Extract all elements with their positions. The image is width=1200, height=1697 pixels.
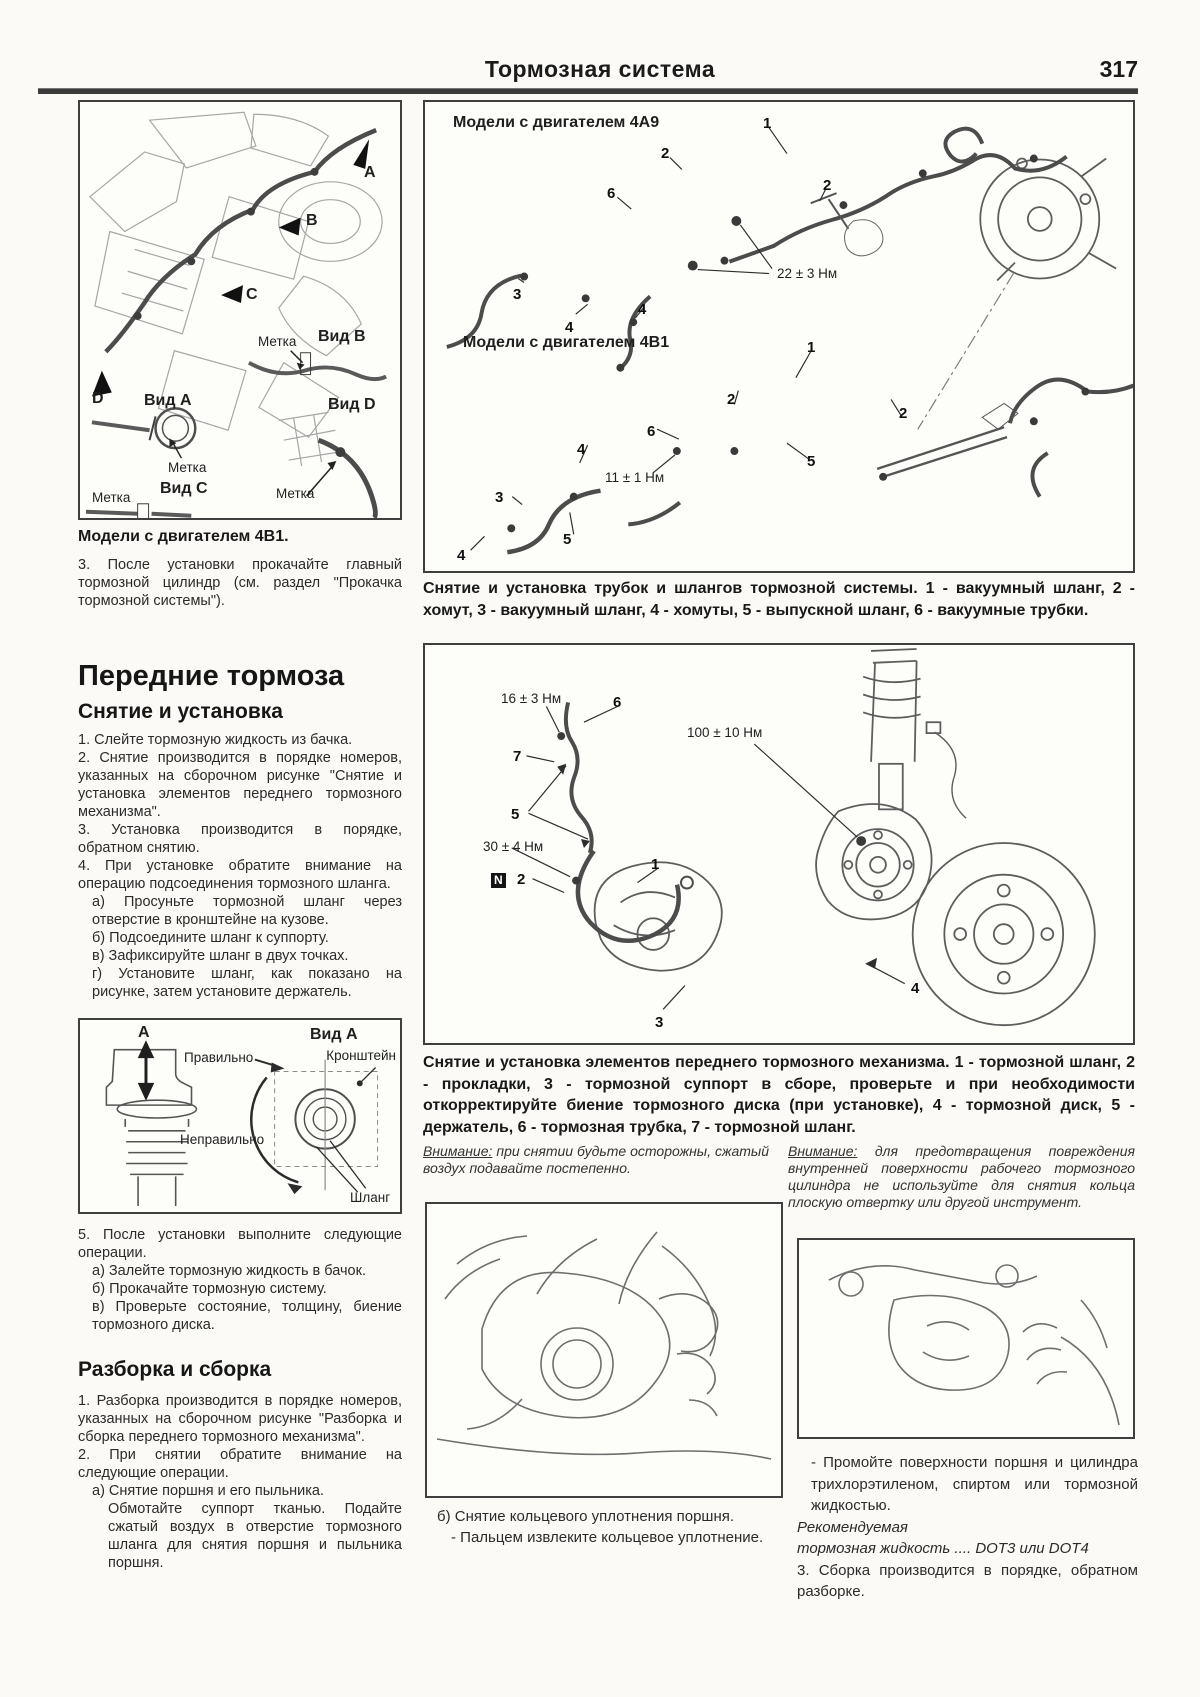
- warning-note: [788, 1143, 1135, 1211]
- arrow-label: A: [138, 1024, 150, 1041]
- torque-label: 30 ± 4 Нм: [483, 839, 544, 854]
- callout-number: 3: [495, 489, 504, 506]
- engine-bay-diagram: [80, 102, 400, 518]
- callout-number: 4: [457, 547, 466, 564]
- recommended-fluid-label: Рекомендуемая: [797, 1518, 908, 1536]
- substep-item: б) Подсоедините шланг к суппорту.: [92, 930, 329, 946]
- step-item: 4. При установке обратите внимание на операцию подсоединения тормозного шланга.: [78, 858, 402, 892]
- figure-brake-tubes-hoses: [423, 100, 1135, 573]
- substep-item: в) Зафиксируйте шланг в двух точках.: [92, 948, 349, 964]
- callout-number: 2: [823, 177, 832, 194]
- substep-item: б) Прокачайте тормозную систему.: [92, 1281, 327, 1297]
- step-item: 1. Слейте тормозную жидкость из бачка.: [78, 732, 353, 748]
- callout-number: 4: [911, 980, 920, 997]
- callout-number: 6: [613, 694, 622, 711]
- disassembly-steps: [78, 1392, 402, 1572]
- header-rule: [38, 88, 1138, 94]
- torque-label: 22 ± 3 Нм: [777, 266, 838, 281]
- callout-number: 2: [727, 391, 736, 408]
- torque-label: 11 ± 1 Нм: [605, 470, 665, 485]
- torque-label: 100 ± 10 Нм: [687, 725, 763, 740]
- view-label: Вид B: [318, 328, 366, 345]
- callout-number: 1: [651, 856, 660, 873]
- substep-item: в) Проверьте состояние, толщину, биение тормозного диска.: [92, 1299, 402, 1333]
- figure-front-brake-mechanism: [423, 643, 1135, 1045]
- view-label: Вид A: [144, 392, 192, 409]
- caption-line: - Промойте поверхности поршня и цилиндра трихлорэтиленом, спиртом или тормозной жидкостью.: [811, 1454, 1138, 1514]
- step-item: 2. При снятии обратите внимание на следующие операции.: [78, 1447, 402, 1481]
- callout-number: 2: [899, 405, 908, 422]
- subsection-heading: Разборка и сборка: [78, 1358, 272, 1381]
- figure-caption: Снятие и установка элементов переднего тормозного механизма. 1 - тормозной шланг, 2 - прокладки, 3 - тормозной суппорт в сборе, проверьте и при необходимости откорректируйте биение тормозного диска (при установке), 4 - тормозной диск, 5 - держатель, 6 - тормозная трубка, 7 - тормозной шланг.: [423, 1054, 1135, 1136]
- figure-engine-hose-routing: [78, 100, 402, 520]
- callout-number: 4: [577, 441, 586, 458]
- figure-caption: Модели с двигателем 4В1.: [78, 528, 289, 545]
- step-item: 2. Снятие производится в порядке номеров, указанных на сборочном рисунке "Снятие и установка элементов переднего тормозного механизма".: [78, 750, 402, 820]
- recommended-fluid-value: тормозная жидкость .... DOT3 или DOT4: [797, 1540, 1089, 1557]
- incorrect-label: Неправильно: [180, 1132, 265, 1147]
- warning-text: для предотвращения повреждения внутренней поверхности рабочего тормозного цилиндра не используйте для снятия кольца плоскую отвертку или другой инструмент.: [788, 1143, 1135, 1210]
- substep-item: а) Залейте тормозную жидкость в бачок.: [92, 1263, 366, 1279]
- callout-number: 5: [807, 453, 816, 470]
- view-arrow-label: B: [306, 212, 318, 229]
- view-label: Вид A: [310, 1026, 358, 1043]
- photo-caption-seal: [437, 1506, 783, 1548]
- mark-label: Метка: [168, 460, 207, 475]
- callout-number: 2: [661, 145, 670, 162]
- callout-number: 5: [563, 531, 572, 548]
- callout-number: 3: [513, 286, 522, 303]
- callout-number: 4: [638, 301, 647, 318]
- view-arrow-label: C: [246, 286, 258, 303]
- paragraph-step3: 3. После установки прокачайте главный тормозной цилиндр (см. раздел "Прокачка тормозной системы").: [78, 557, 402, 609]
- caption-line: б) Снятие кольцевого уплотнения поршня.: [437, 1508, 735, 1525]
- mark-label: Метка: [276, 486, 315, 501]
- caption-line: - Пальцем извлеките кольцевое уплотнение.: [451, 1529, 764, 1546]
- step-item: 1. Разборка производится в порядке номеров, указанных на сборочном рисунке "Разборка и сборка переднего тормозного механизма".: [78, 1393, 402, 1445]
- page-title: Тормозная система: [484, 56, 716, 82]
- note-marker-letter: N: [491, 873, 506, 888]
- warning-text: при снятии будьте осторожны, сжатый воздух подавайте постепенно.: [423, 1143, 769, 1176]
- model-label: Модели с двигателем 4А9: [453, 114, 660, 131]
- step5-block: [78, 1226, 402, 1334]
- step-item: 5. После установки выполните следующие операции.: [78, 1227, 402, 1261]
- callout-number: 4: [565, 319, 574, 336]
- subsection-heading: Снятие и установка: [78, 700, 283, 723]
- photo-caption-wash: [797, 1452, 1138, 1603]
- correct-label: Правильно: [184, 1050, 254, 1065]
- mark-label: Метка: [258, 334, 297, 349]
- warning-label: Внимание:: [788, 1143, 858, 1159]
- view-arrow-label: A: [364, 164, 376, 181]
- removal-steps: [78, 731, 402, 1001]
- caption-line: 3. Сборка производится в порядке, обратном разборке.: [797, 1561, 1138, 1600]
- substep-item: г) Установите шланг, как показано на рисунке, затем установите держатель.: [92, 966, 402, 1000]
- callout-number: 6: [607, 185, 616, 202]
- bracket-label: Кронштейн: [326, 1048, 396, 1063]
- model-label: Модели с двигателем 4В1: [463, 334, 670, 351]
- section-heading: Передние тормоза: [78, 660, 345, 692]
- figure-caption: Снятие и установка трубок и шлангов тормозной системы. 1 - вакуумный шланг, 2 - хомут, 3 - вакуумный шланг, 4 - хомуты, 5 - выпускной шланг, 6 - вакуумные трубки.: [423, 580, 1135, 619]
- photo-piston-seal-removal: [425, 1202, 783, 1498]
- mark-label: Метка: [92, 490, 131, 505]
- callout-number: 7: [513, 748, 522, 765]
- view-arrow-label: D: [92, 390, 104, 407]
- warning-label: Внимание:: [423, 1143, 493, 1159]
- view-label: Вид D: [328, 396, 376, 413]
- substep-item: а) Просуньте тормозной шланг через отверстие в кронштейне на кузове.: [92, 894, 402, 928]
- piston-seal-photo-art: [427, 1204, 781, 1496]
- callout-number: 5: [511, 806, 520, 823]
- callout-number: 3: [655, 1014, 664, 1031]
- view-label: Вид C: [160, 480, 208, 497]
- note-marker: [491, 871, 506, 889]
- callout-number: 6: [647, 423, 656, 440]
- page-number: 317: [1099, 56, 1138, 82]
- callout-number: 1: [807, 339, 816, 356]
- substep-item: а) Снятие поршня и его пыльника.: [92, 1483, 324, 1499]
- torque-label: 16 ± 3 Нм: [501, 691, 562, 706]
- callout-number: 2: [517, 871, 526, 888]
- piston-wash-photo-art: [799, 1240, 1133, 1437]
- hose-label: Шланг: [350, 1190, 391, 1205]
- step-item: 3. Установка производится в порядке, обратном снятию.: [78, 822, 402, 856]
- warning-note: [423, 1143, 769, 1177]
- figure-hose-orientation: [78, 1018, 402, 1214]
- photo-piston-wash: [797, 1238, 1135, 1439]
- callout-number: 1: [763, 115, 772, 132]
- substep-note: Обмотайте суппорт тканью. Подайте сжатый воздух в отверстие тормозного шланга для снятия поршня и пыльника поршня.: [108, 1501, 402, 1571]
